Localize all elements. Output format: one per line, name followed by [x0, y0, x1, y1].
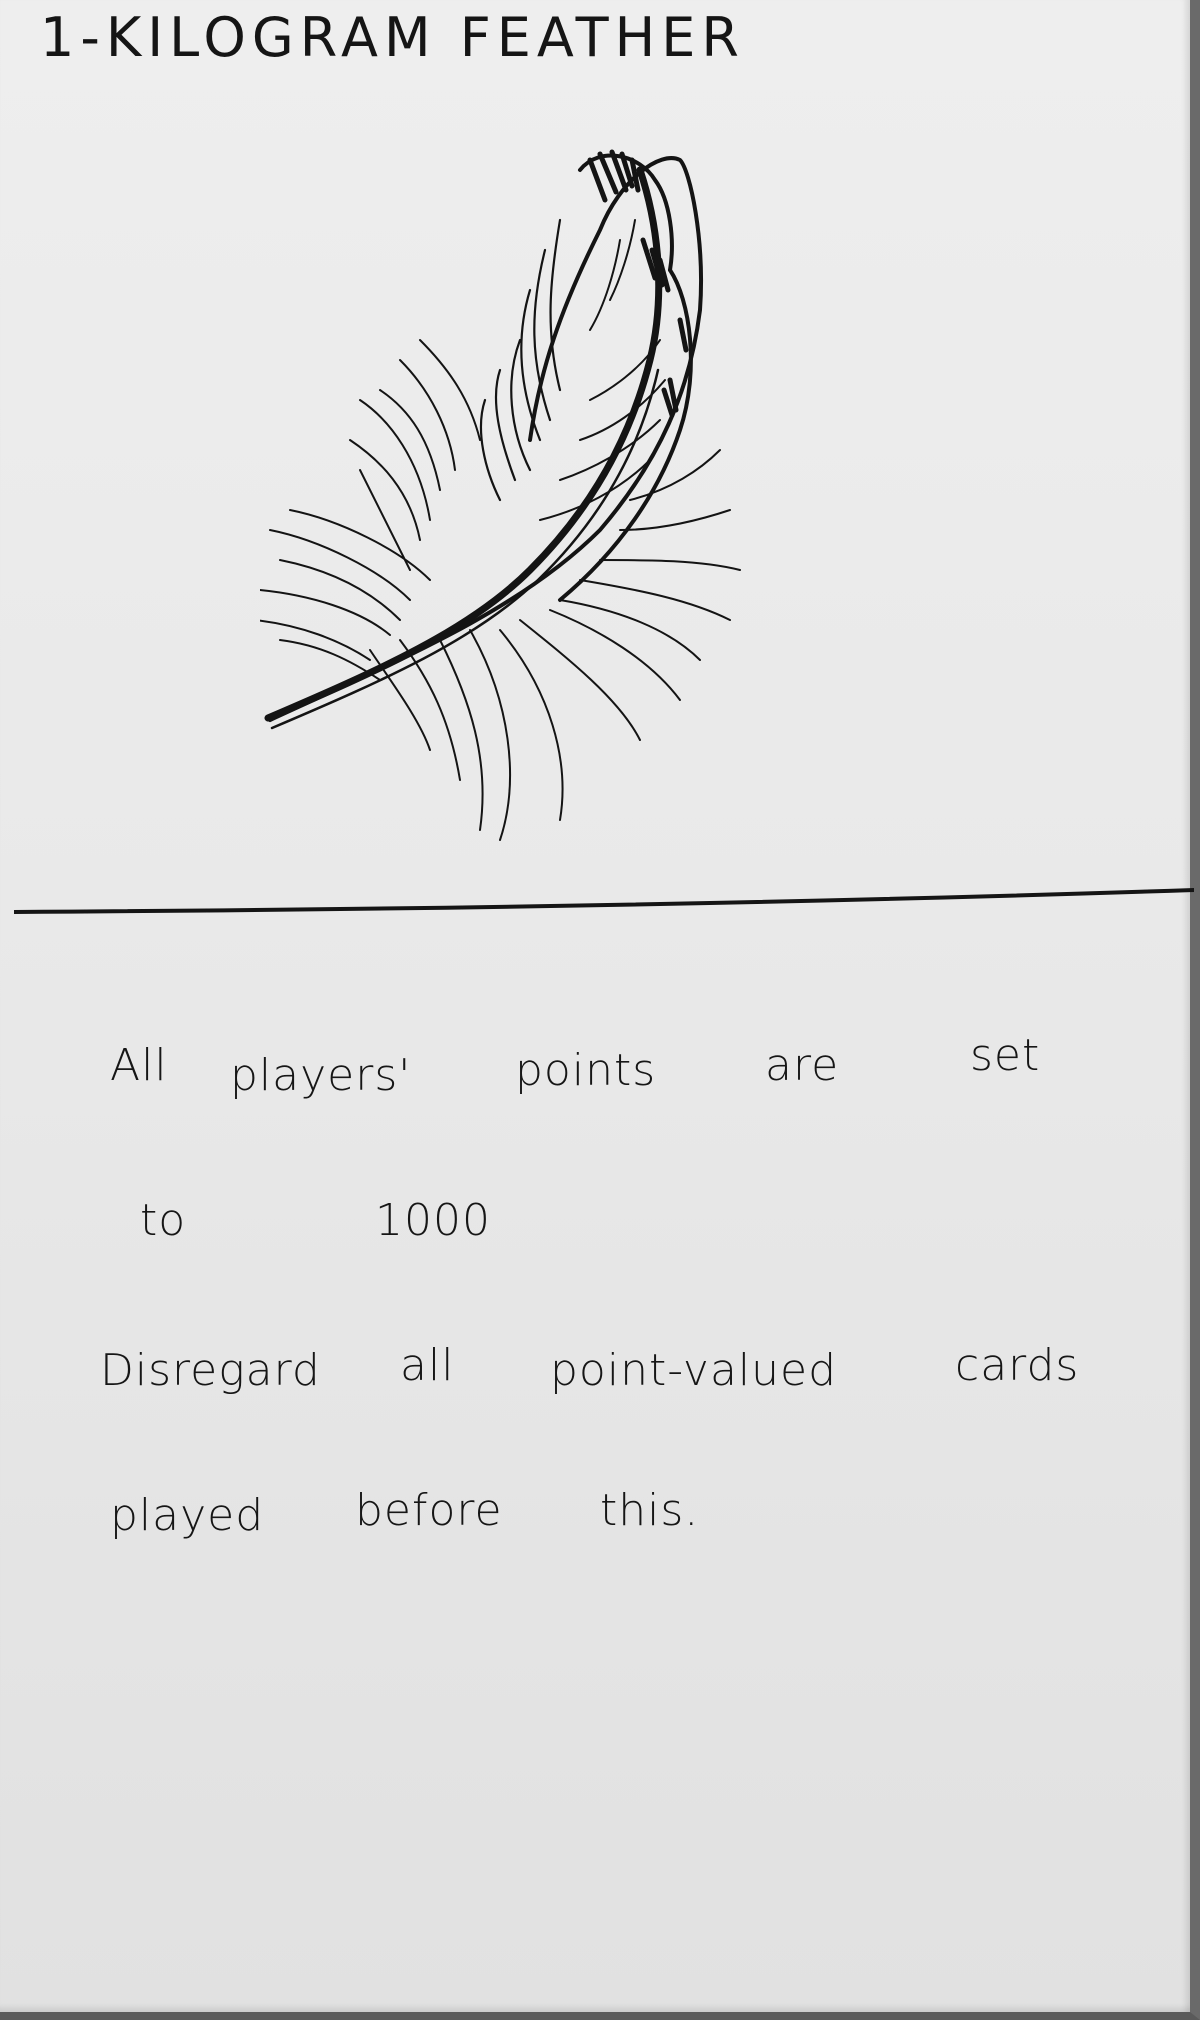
rules-word: this. [600, 1485, 700, 1536]
card-title: 1-KILOGRAM FEATHER [40, 6, 745, 69]
rules-word: point-valued [550, 1345, 838, 1396]
feather-icon [260, 140, 920, 880]
rules-word: 1000 [375, 1195, 491, 1246]
feather-tip-shading [590, 152, 686, 415]
feather-barbs-loose [260, 340, 740, 840]
rules-word: all [400, 1340, 455, 1391]
rules-word: points [515, 1045, 657, 1096]
rules-word: before [355, 1485, 503, 1536]
rules-word: set [970, 1030, 1041, 1081]
rules-word: are [765, 1040, 840, 1091]
rules-word: to [140, 1195, 187, 1246]
rules-word: cards [955, 1340, 1080, 1391]
card-divider [14, 880, 1194, 920]
rules-word: players' [230, 1050, 412, 1101]
rules-word: played [110, 1490, 265, 1541]
rules-word: All [110, 1040, 168, 1091]
rules-word: Disregard [100, 1345, 321, 1396]
